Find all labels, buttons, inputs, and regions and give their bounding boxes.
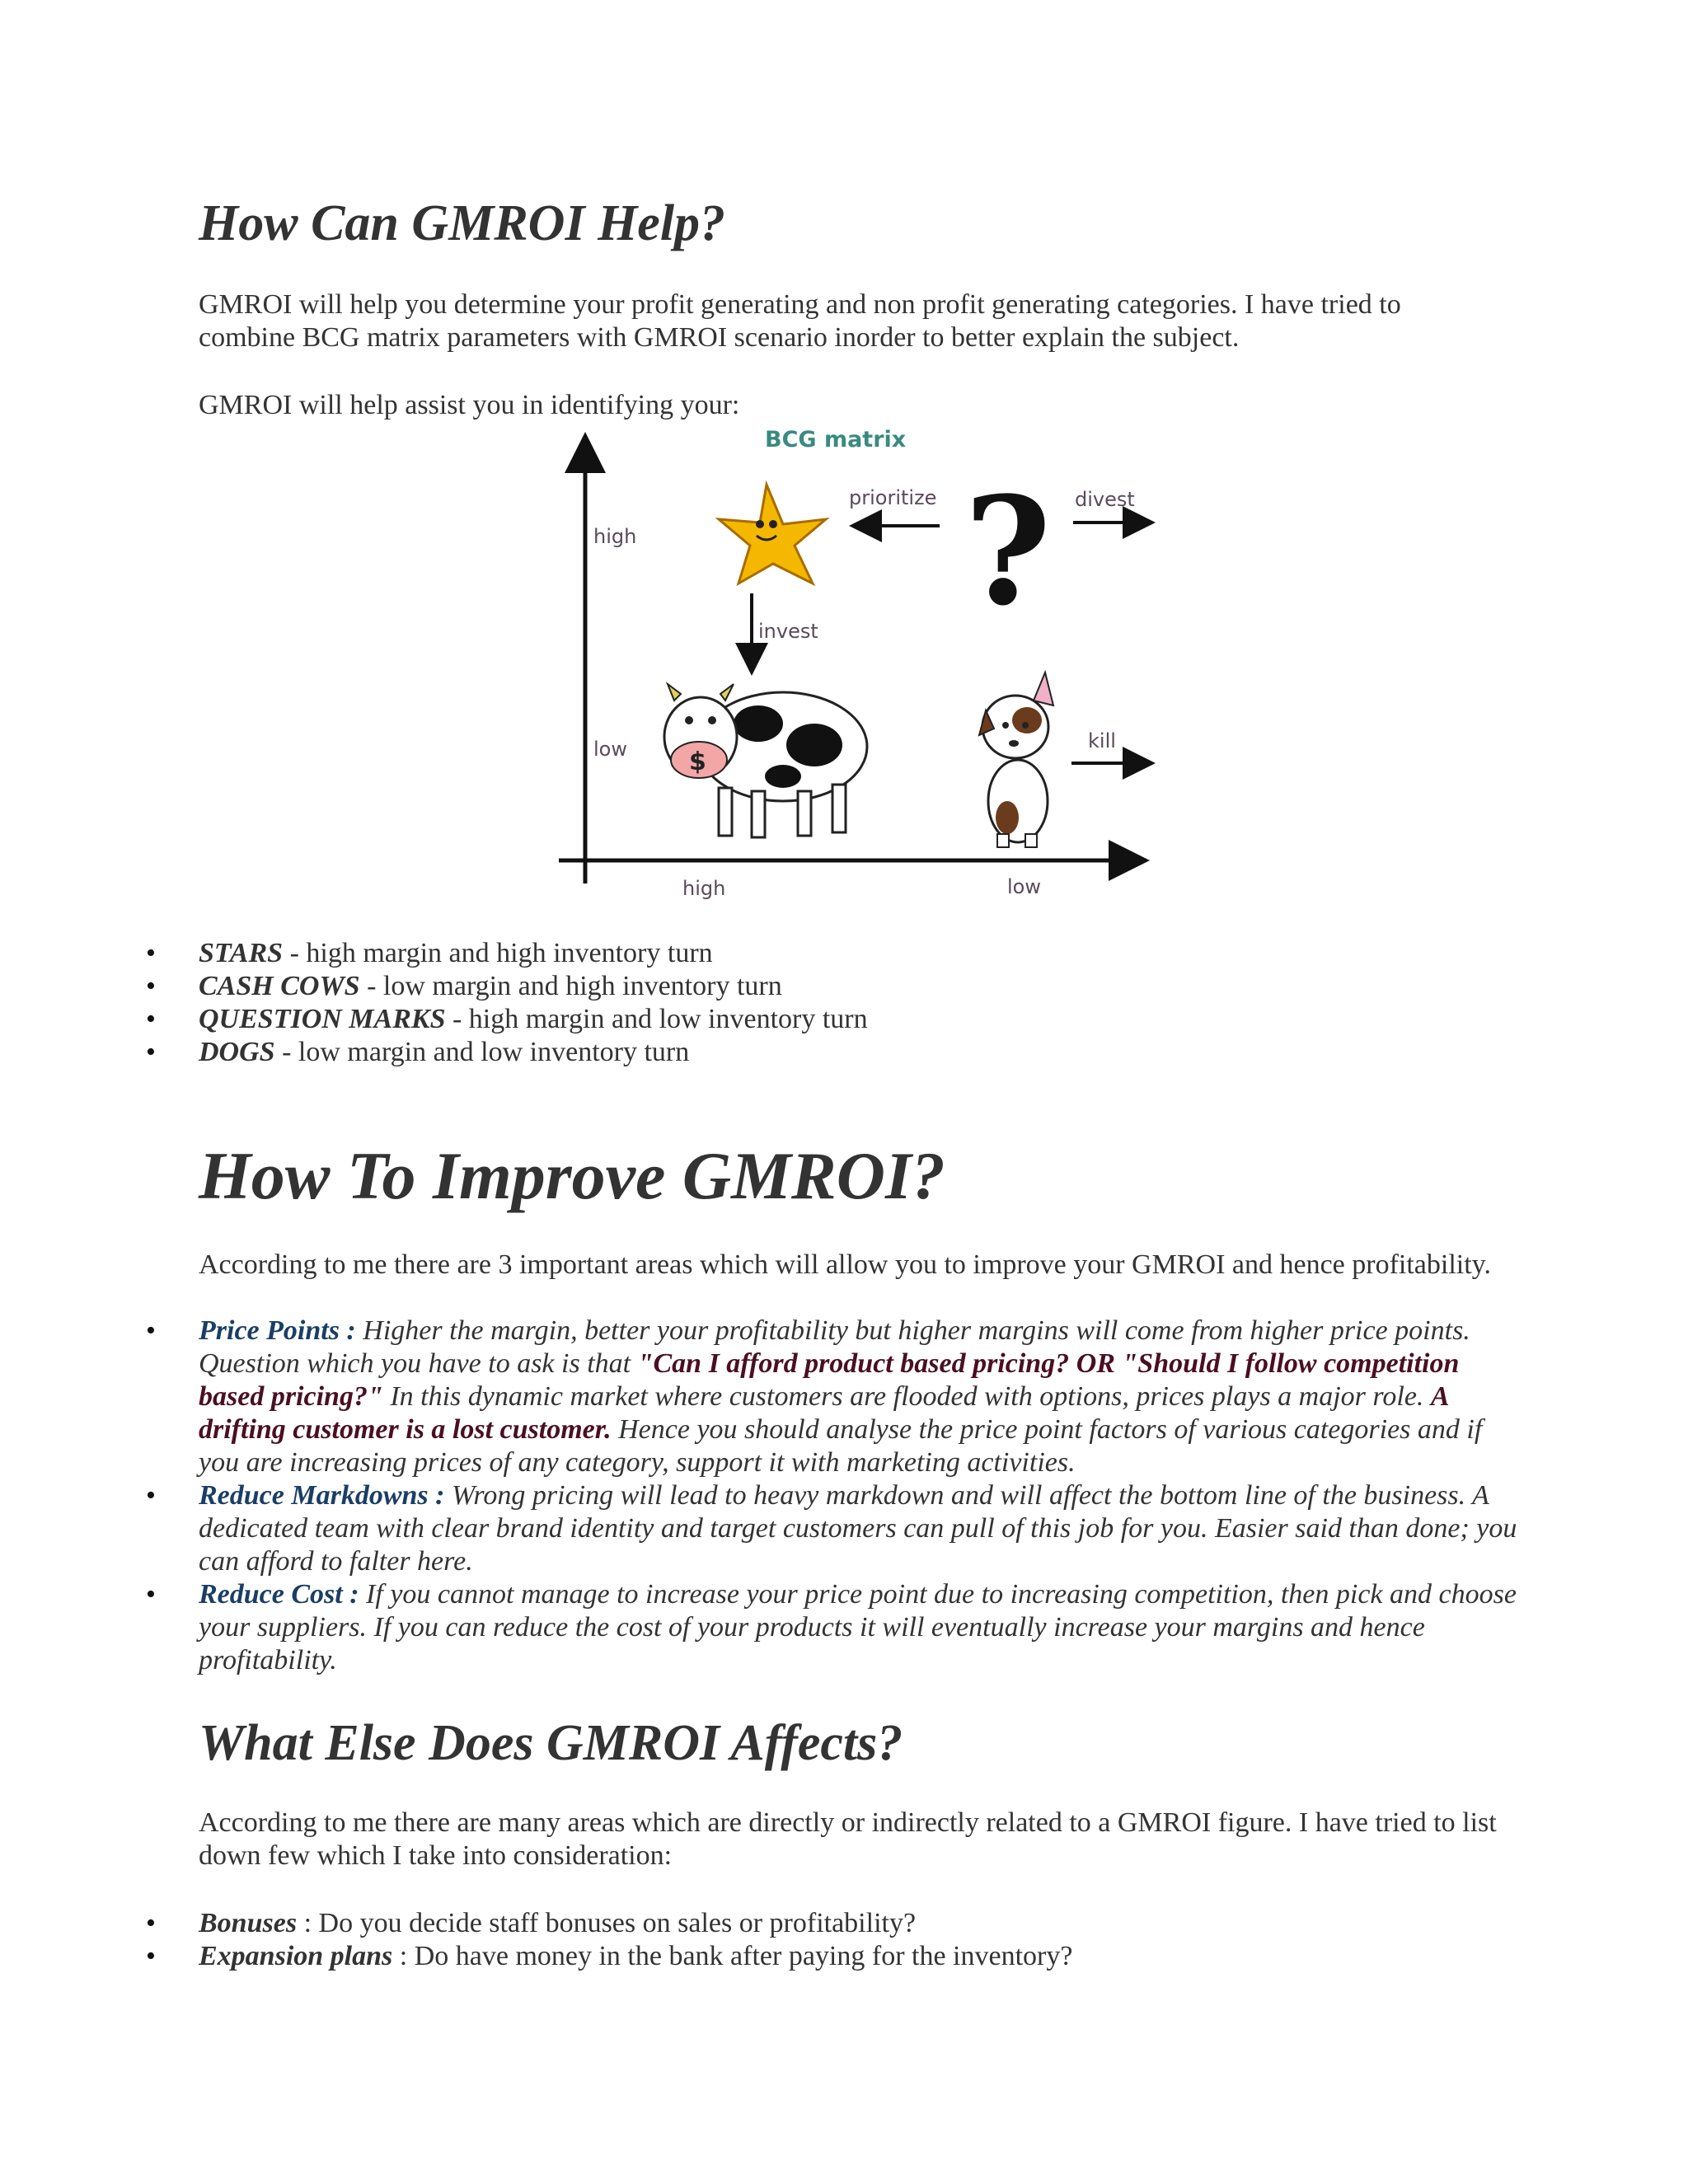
- list-item-stars: [199, 937, 1517, 970]
- list-item-reduce-cost: [199, 1578, 1517, 1677]
- improve-list: [199, 1315, 1517, 1677]
- paragraph-gmroi-help: GMROI will help you determine your profit generating and non profit generating categories. I have tried to combine BCG matrix parameters with GMROI scenario inorder to better explain the subject.: [199, 289, 1401, 353]
- term-reduce-markdowns: Reduce Markdowns :: [199, 1480, 445, 1511]
- list-item-bonuses: [199, 1907, 1517, 1940]
- desc-cash-cows: - low margin and high inventory turn: [359, 971, 782, 1001]
- desc-bonuses: : Do you decide staff bonuses on sales or profitability?: [297, 1908, 917, 1938]
- list-item-dogs: [199, 1036, 1517, 1069]
- paragraph-affects-intro: According to me there are many areas which are directly or indirectly related to a GMROI figure. I have tried to list down few which I take into consideration:: [199, 1807, 1497, 1871]
- term-stars: STARS: [199, 938, 284, 968]
- y-axis-low-label: low: [593, 738, 627, 761]
- kill-label: kill: [1088, 729, 1116, 752]
- bcg-category-list: [199, 937, 1517, 1069]
- invest-label: invest: [758, 620, 818, 643]
- bcg-title: BCG matrix: [765, 427, 907, 452]
- term-bonuses: Bonuses: [199, 1908, 298, 1938]
- heading-what-else-does-gmroi-affect: What Else Does GMROI Affects?: [199, 1715, 903, 1771]
- star-icon: [719, 485, 826, 583]
- term-price-points: Price Points :: [199, 1315, 356, 1346]
- bcg-matrix-diagram: [536, 422, 1179, 908]
- list-item-cash-cows: [199, 970, 1517, 1003]
- price-points-text-a: Higher the margin, better your profitability but higher margins will come from higher price points. Question which you have to ask is that: [199, 1315, 1470, 1379]
- price-points-text-b: In this dynamic market where customers are flooded with options, prices plays a major role.: [382, 1381, 1431, 1412]
- term-dogs: DOGS: [199, 1037, 275, 1067]
- paragraph-identify: GMROI will help assist you in identifying your:: [199, 390, 740, 420]
- affects-list: [199, 1907, 1517, 1973]
- term-cash-cows: CASH COWS: [199, 971, 360, 1001]
- prioritize-label: prioritize: [849, 486, 937, 509]
- list-item-question-marks: [199, 1003, 1517, 1036]
- reduce-markdowns-text: Wrong pricing will lead to heavy markdown and will affect the bottom line of the business. A dedicated team with clear brand identity and target customers can pull of this job for you. Easier said than done; you can afford to falter here.: [199, 1480, 1517, 1577]
- term-reduce-cost: Reduce Cost :: [199, 1579, 359, 1610]
- desc-dogs: - low margin and low inventory turn: [274, 1037, 690, 1067]
- desc-question-marks: - high margin and low inventory turn: [445, 1004, 868, 1034]
- cow-icon: [664, 684, 867, 837]
- desc-expansion-plans: : Do have money in the bank after paying for the inventory?: [392, 1941, 1073, 1971]
- dollar-sign: $: [689, 748, 706, 776]
- desc-stars: - high margin and high inventory turn: [283, 938, 713, 968]
- paragraph-improve-intro: According to me there are 3 important areas which will allow you to improve your GMROI and hence profitability.: [199, 1249, 1491, 1280]
- heading-how-to-improve-gmroi: How To Improve GMROI?: [199, 1138, 945, 1213]
- x-axis-low-label: low: [1007, 875, 1041, 898]
- price-points-emphasis-drifting: A drifting customer is a lost customer.: [199, 1381, 1448, 1445]
- list-item-reduce-markdowns: [199, 1479, 1517, 1578]
- dog-icon: [979, 673, 1053, 847]
- term-expansion-plans: Expansion plans: [199, 1941, 393, 1971]
- price-points-emphasis-question: "Can I afford product based pricing? OR "Should I follow competition based pricing?": [199, 1348, 1460, 1412]
- reduce-cost-text: If you cannot manage to increase your price point due to increasing competition, then pick and choose your suppliers. If you can reduce the cost of your products it will eventually increase your margins and hence profitability.: [199, 1579, 1517, 1675]
- question-mark-icon: ?: [964, 465, 1052, 639]
- x-axis-high-label: high: [682, 877, 726, 900]
- price-points-text-c: Hence you should analyse the price point factors of various categories and if you are increasing prices of any category, support it with marketing activities.: [199, 1414, 1483, 1478]
- list-item-price-points: [199, 1315, 1517, 1479]
- divest-label: divest: [1075, 488, 1135, 511]
- bcg-matrix-figure: [536, 422, 1179, 908]
- list-item-expansion-plans: [199, 1940, 1517, 1973]
- term-question-marks: QUESTION MARKS: [199, 1004, 446, 1034]
- y-axis-high-label: high: [593, 525, 637, 548]
- heading-how-can-gmroi-help: How Can GMROI Help?: [199, 195, 726, 251]
